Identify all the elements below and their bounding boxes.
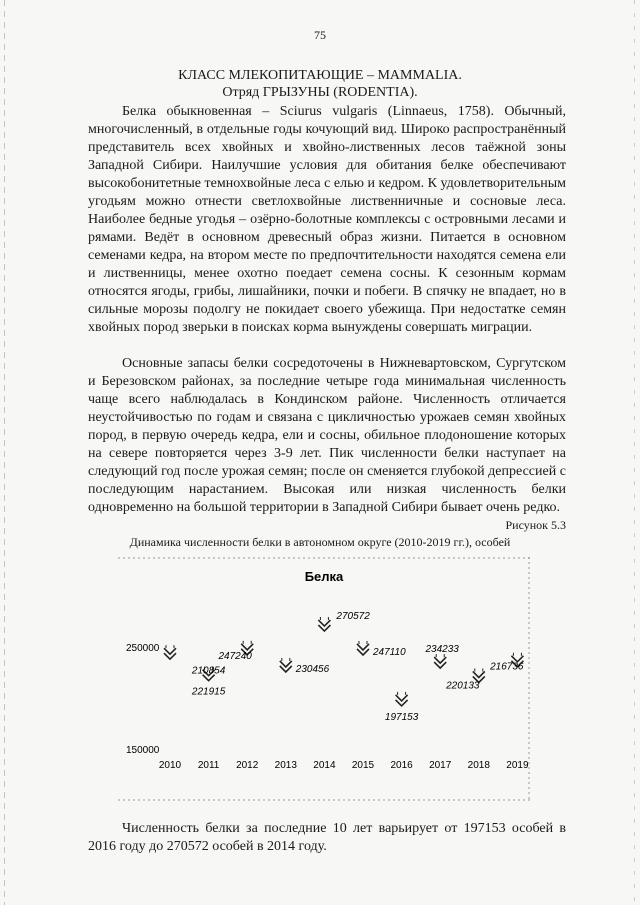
population-chart [118, 557, 530, 801]
arrow-marker-shape [396, 695, 408, 706]
chart-frame [118, 557, 530, 801]
x-tick-label: 2010 [158, 760, 182, 771]
figure-caption: Динамика численности белки в автономном округе (2010-2019 гг.), особей [129, 535, 511, 549]
x-axis [159, 760, 529, 771]
x-tick-label: 2017 [429, 760, 452, 771]
data-markers [164, 611, 524, 723]
data-point-2016 [396, 692, 408, 706]
data-label-2013: 230456 [295, 663, 330, 675]
arrow-marker-shape [318, 620, 330, 631]
data-label-2015: 247110 [373, 646, 406, 658]
extra-label: 216736 [490, 661, 524, 673]
order-heading: Отряд ГРЫЗУНЫ (RODENTIA). [222, 85, 418, 100]
x-tick-label: 2014 [313, 760, 336, 771]
scan-edge-left [4, 0, 5, 905]
x-tick-label: 2016 [390, 760, 413, 771]
arrow-marker-shape [357, 644, 369, 655]
data-label-2014: 270572 [336, 611, 370, 623]
paragraph-1: Белка обыкновенная – Sciurus vulgaris (Linnaeus, 1758). Обычный, многочисленный, в отдельные годы кочующий вид. Широко распространённый представитель всех хвойных и хвойно-лиственных лесов таёжной зоны Западной Сибири. Наилучшие условия для обитания белке обеспечивают высокобонитетные темнохвойные леса с елью и кедром. К удовлетворительным угодьям можно отнести светлохвойные лиственничные и сосновые леса. Наиболее бедные угодья – озёрно-болотные комплексы с островными лесами и рямами. Ведёт в основном древесный образ жизни. Питается в основном семенами кедра, на втором месте по предпочтительности находятся семена ели и лиственницы, менее охотно поедает семена сосны. К сезонным кормам относятся ягоды, грибы, лишайники, почки и побеги. В спячку не впадает, но в сильные морозы подолгу не покидает своего убежища. При недостатке семян хвойных пород зверьки в поисках корма вынуждены совершать миграции. [88, 104, 566, 335]
x-tick-label: 2018 [467, 760, 490, 771]
x-tick-label: 2019 [506, 760, 529, 771]
data-point-2015 [357, 641, 369, 655]
extra-label: 210854 [191, 665, 226, 677]
closing-paragraph: Численность белки за последние 10 лет варьирует от 197153 особей в 2016 году до 270572 особей в 2014 году. [88, 821, 566, 854]
data-point-2013 [280, 658, 292, 672]
page-number: 75 [314, 28, 326, 42]
x-tick-label: 2011 [197, 760, 220, 771]
data-label-2017: 234233 [425, 644, 459, 656]
data-point-2017 [434, 654, 446, 668]
x-tick-label: 2015 [351, 760, 375, 771]
chart-title: Белка [304, 569, 344, 584]
data-label-2011: 221915 [191, 686, 226, 698]
scan-edge-right [634, 0, 635, 905]
data-point-2010 [164, 645, 176, 659]
x-tick-label: 2013 [274, 760, 297, 771]
arrow-marker-shape [280, 661, 292, 672]
arrow-marker-shape [434, 657, 446, 668]
x-tick-label: 2012 [236, 760, 259, 771]
y-axis [126, 643, 160, 756]
data-label-2012: 247240 [218, 650, 252, 662]
paragraph-2: Основные запасы белки сосредоточены в Нижневартовском, Сургутском и Березовском районах, за последние четыре года минимальная численность чаще всего наблюдалась в Кондинском районе. Численность отличается неустойчивостью по годам и связана с цикличностью урожаев семян хвойных пород, в первую очередь кедра, ели и сосны, обильное плодоношение которых на севере повторяется через 3-9 лет. Пик численности белки наступает на следующий год после урожая семян; после он сменяется глубокой депрессией с последующим нарастанием. Высокая или низкая численность белки одновременно на большой территории в Западной Сибири бывает очень редко. [88, 356, 566, 515]
data-label-2018: 220133 [446, 680, 480, 692]
figure-number: Рисунок 5.3 [505, 518, 566, 532]
arrow-marker-shape [164, 648, 176, 659]
data-point-2014 [318, 617, 330, 631]
y-tick-label: 250000 [126, 643, 160, 654]
y-tick-label: 150000 [126, 745, 160, 756]
data-label-2016: 197153 [384, 711, 419, 723]
class-heading: КЛАСС МЛЕКОПИТАЮЩИЕ – MAMMALIA. [178, 68, 462, 83]
